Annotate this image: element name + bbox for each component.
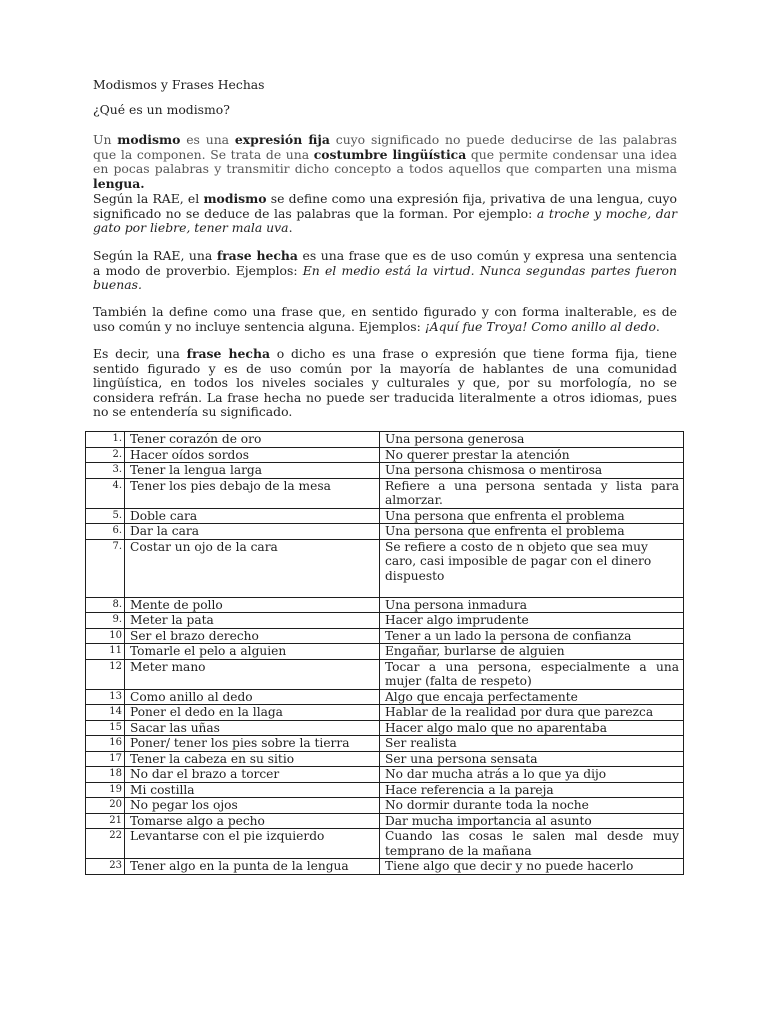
paragraph-rae-frase-hecha bbox=[93, 249, 677, 293]
expression-cell: Levantarse con el pie izquierdo bbox=[125, 829, 380, 859]
table-row bbox=[86, 782, 684, 798]
meaning-cell: Una persona inmadura bbox=[380, 597, 684, 613]
expression-cell: Tener la cabeza en su sitio bbox=[125, 751, 380, 767]
table-row bbox=[86, 644, 684, 660]
expression-cell: Tener algo en la punta de la lengua bbox=[125, 859, 380, 875]
row-number: 1. bbox=[86, 432, 125, 448]
table-row bbox=[86, 813, 684, 829]
bold-term: frase hecha bbox=[186, 346, 270, 361]
meaning-cell: Algo que encaja perfectamente bbox=[380, 689, 684, 705]
row-number: 20 bbox=[86, 798, 125, 814]
row-number: 16 bbox=[86, 736, 125, 752]
text-run: También la define como una frase que, en sentido figurado y con forma inalterable, es de uso común y no incluye sentencia alguna. Ejemplos: bbox=[93, 304, 677, 334]
text-run: Según la RAE, una bbox=[93, 248, 217, 263]
table-row bbox=[86, 597, 684, 613]
expression-cell: Dar la cara bbox=[125, 524, 380, 540]
meaning-cell: Engañar, burlarse de alguien bbox=[380, 644, 684, 660]
table-row bbox=[86, 463, 684, 479]
bold-term: lengua. bbox=[93, 175, 145, 191]
meaning-cell: Tiene algo que decir y no puede hacerlo bbox=[380, 859, 684, 875]
text-run: es una bbox=[180, 132, 235, 147]
expression-cell: Tener corazón de oro bbox=[125, 432, 380, 448]
row-number: 17 bbox=[86, 751, 125, 767]
row-number: 4. bbox=[86, 478, 125, 508]
italic-examples: ¡Aquí fue Troya! Como anillo al dedo bbox=[424, 318, 656, 334]
row-number: 23 bbox=[86, 859, 125, 875]
row-number: 19 bbox=[86, 782, 125, 798]
meaning-cell: Tener a un lado la persona de confianza bbox=[380, 628, 684, 644]
italic-examples: a troche y moche, dar gato por liebre, tener mala uva bbox=[93, 205, 677, 236]
expression-cell: Meter mano bbox=[125, 659, 380, 689]
expression-cell: Ser el brazo derecho bbox=[125, 628, 380, 644]
meaning-cell: Hace referencia a la pareja bbox=[380, 782, 684, 798]
row-number: 3. bbox=[86, 463, 125, 479]
text-run: Un bbox=[93, 132, 118, 147]
paragraph-modismo-definition bbox=[93, 133, 677, 191]
bold-term: modismo bbox=[117, 132, 181, 147]
text-run: . bbox=[655, 318, 660, 334]
table-row bbox=[86, 859, 684, 875]
bold-term: expresión fija bbox=[234, 132, 330, 147]
expression-cell: Mente de pollo bbox=[125, 597, 380, 613]
meaning-cell: Una persona que enfrenta el problema bbox=[380, 524, 684, 540]
document-title: Modismos y Frases Hechas bbox=[93, 77, 265, 92]
paragraph-summary bbox=[93, 347, 677, 420]
table-row bbox=[86, 447, 684, 463]
table-row bbox=[86, 508, 684, 524]
meaning-cell: Hablar de la realidad por dura que parezca bbox=[380, 705, 684, 721]
row-number: 12 bbox=[86, 659, 125, 689]
expression-cell: Costar un ojo de la cara bbox=[125, 539, 380, 597]
meaning-cell: Ser una persona sensata bbox=[380, 751, 684, 767]
expression-cell: Poner el dedo en la llaga bbox=[125, 705, 380, 721]
paragraph-figurative-definition bbox=[93, 305, 677, 334]
table-row bbox=[86, 829, 684, 859]
expression-cell: Meter la pata bbox=[125, 613, 380, 629]
row-number: 22 bbox=[86, 829, 125, 859]
row-number: 2. bbox=[86, 447, 125, 463]
row-number: 7. bbox=[86, 539, 125, 597]
row-number: 9. bbox=[86, 613, 125, 629]
row-number: 15 bbox=[86, 720, 125, 736]
table-row bbox=[86, 539, 684, 597]
table-row bbox=[86, 751, 684, 767]
meaning-cell: No dormir durante toda la noche bbox=[380, 798, 684, 814]
meaning-cell: No dar mucha atrás a lo que ya dijo bbox=[380, 767, 684, 783]
row-number: 6. bbox=[86, 524, 125, 540]
table-row bbox=[86, 659, 684, 689]
text-run: Es decir, una bbox=[93, 346, 187, 361]
text-run: o dicho es una frase o expresión que tiene forma fija, tiene sentido figurado y es de uso común por la mayoría de hablantes de una comunidad lingüística, en todos los niveles sociales y culturales y que, por su morfología, no se considera refrán. La frase hecha no puede ser traducida literalmente a otros idiomas, pues no se entendería su significado. bbox=[93, 346, 677, 420]
expression-cell: Hacer oídos sordos bbox=[125, 447, 380, 463]
table-row bbox=[86, 689, 684, 705]
italic-examples: En el medio está la virtud. Nunca segundas partes fueron buenas. bbox=[93, 262, 677, 293]
modismos-table bbox=[85, 431, 684, 875]
text-run: Según la RAE, el bbox=[93, 191, 204, 206]
meaning-cell: Una persona generosa bbox=[380, 432, 684, 448]
expression-cell: Poner/ tener los pies sobre la tierra bbox=[125, 736, 380, 752]
meaning-cell: Cuando las cosas le salen mal desde muy temprano de la mañana bbox=[380, 829, 684, 859]
row-number: 8. bbox=[86, 597, 125, 613]
expression-cell: Como anillo al dedo bbox=[125, 689, 380, 705]
section-question: ¿Qué es un modismo? bbox=[93, 102, 230, 117]
row-number: 11 bbox=[86, 644, 125, 660]
expression-cell: Mi costilla bbox=[125, 782, 380, 798]
row-number: 10 bbox=[86, 628, 125, 644]
bold-term: costumbre lingüística bbox=[313, 146, 467, 162]
row-number: 14 bbox=[86, 705, 125, 721]
expression-cell: Doble cara bbox=[125, 508, 380, 524]
meaning-cell: Tocar a una persona, especialmente a una mujer (falta de respeto) bbox=[380, 659, 684, 689]
row-number: 5. bbox=[86, 508, 125, 524]
text-run: que permite condensar una idea en pocas palabras y transmitir dicho concepto a todos aquellos que comparten una misma bbox=[93, 146, 678, 177]
expression-cell: Tener la lengua larga bbox=[125, 463, 380, 479]
table-row bbox=[86, 767, 684, 783]
meaning-cell: Ser realista bbox=[380, 736, 684, 752]
table-row bbox=[86, 524, 684, 540]
table-row bbox=[86, 705, 684, 721]
table-row bbox=[86, 613, 684, 629]
table-row bbox=[86, 478, 684, 508]
bold-term: modismo bbox=[203, 191, 267, 206]
paragraph-rae-modismo bbox=[93, 192, 677, 236]
text-run: es una frase que es de uso común y expresa una sentencia a modo de proverbio. Ejemplos: bbox=[93, 248, 677, 278]
row-number: 21 bbox=[86, 813, 125, 829]
expression-cell: Sacar las uñas bbox=[125, 720, 380, 736]
expression-cell: Tener los pies debajo de la mesa bbox=[125, 478, 380, 508]
expression-cell: No pegar los ojos bbox=[125, 798, 380, 814]
meaning-cell: Refiere a una persona sentada y lista para almorzar. bbox=[380, 478, 684, 508]
meaning-cell: Hacer algo malo que no aparentaba bbox=[380, 720, 684, 736]
expression-cell: Tomarle el pelo a alguien bbox=[125, 644, 380, 660]
row-number: 18 bbox=[86, 767, 125, 783]
bold-term: frase hecha bbox=[216, 248, 298, 263]
text-run: se define como una expresión fija, privativa de una lengua, cuyo significado no se deduce de las palabras que la forman. Por ejemplo: bbox=[93, 191, 677, 221]
meaning-cell: Dar mucha importancia al asunto bbox=[380, 813, 684, 829]
table-row bbox=[86, 628, 684, 644]
table-row bbox=[86, 798, 684, 814]
row-number: 13 bbox=[86, 689, 125, 705]
expression-cell: No dar el brazo a torcer bbox=[125, 767, 380, 783]
meaning-cell: Se refiere a costo de n objeto que sea muy caro, casi imposible de pagar con el dinero dispuesto bbox=[380, 539, 684, 597]
table-row bbox=[86, 432, 684, 448]
meaning-cell: Una persona chismosa o mentirosa bbox=[380, 463, 684, 479]
table-row bbox=[86, 720, 684, 736]
text-run: cuyo significado no puede deducirse de las palabras que la componen. Se trata de una bbox=[93, 132, 678, 162]
meaning-cell: Hacer algo imprudente bbox=[380, 613, 684, 629]
meaning-cell: No querer prestar la atención bbox=[380, 447, 684, 463]
expression-cell: Tomarse algo a pecho bbox=[125, 813, 380, 829]
meaning-cell: Una persona que enfrenta el problema bbox=[380, 508, 684, 524]
text-run: . bbox=[288, 220, 293, 236]
table-row bbox=[86, 736, 684, 752]
